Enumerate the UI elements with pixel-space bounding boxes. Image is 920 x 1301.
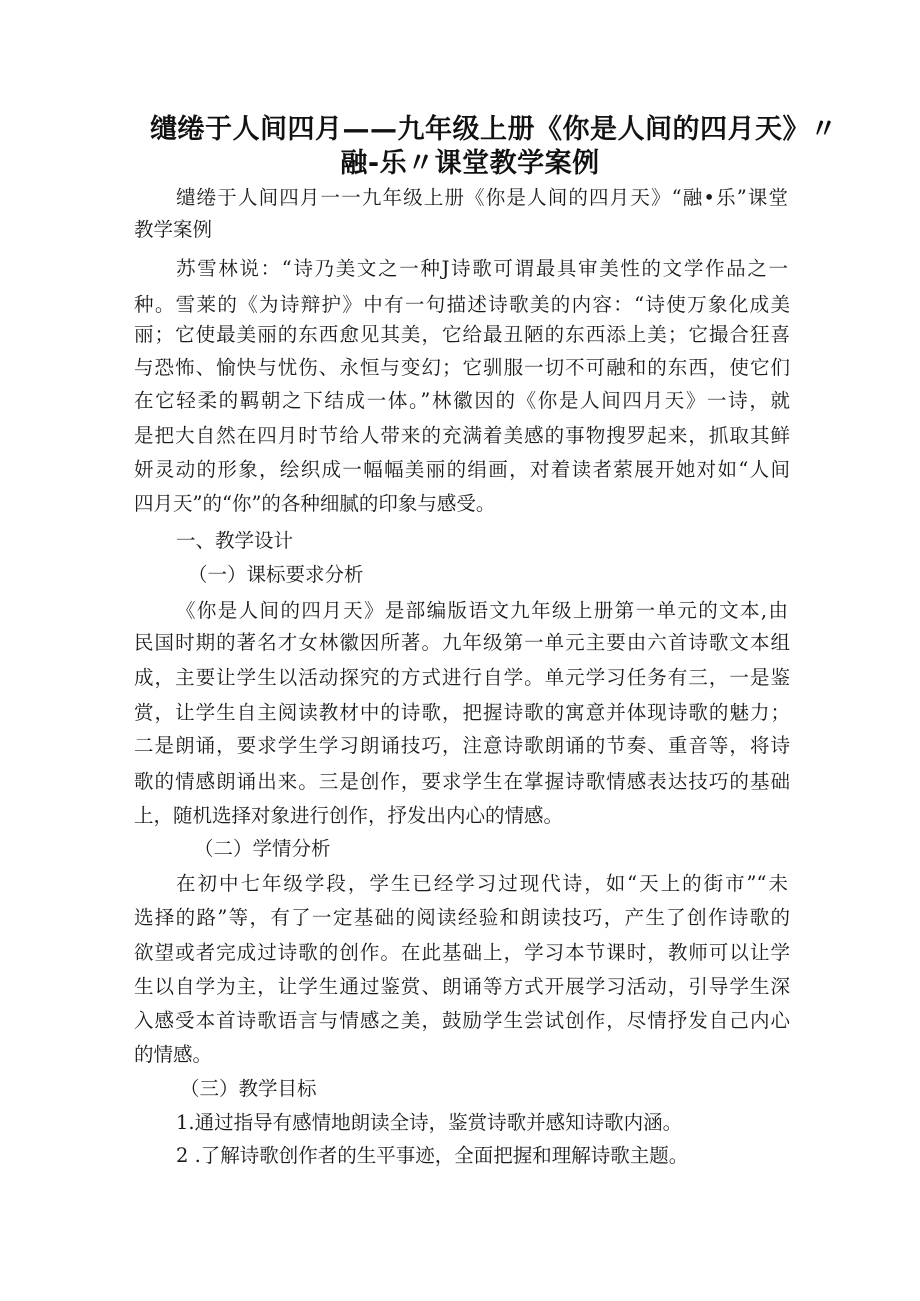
- text-line: 选择的路”等，有了一定基础的阅读经验和朗读技巧，产生了创作诗歌的: [134, 906, 790, 929]
- text-line: 是把大自然在四月时节给人带来的充满着美感的事物搜罗起来，抓取其鲜: [134, 424, 790, 447]
- text-line: 成，主要让学生以活动探究的方式进行自学。单元学习任务有三，一是鉴: [134, 666, 790, 689]
- subsection-heading: （三）教学目标: [180, 1077, 317, 1100]
- text-line: 种。雪莱的《为诗辩护》中有一句描述诗歌美的内容：“诗使万象化成美: [134, 293, 790, 316]
- text-line: 与恐怖、愉快与忧伤、永恒与变幻；它驯服一切不可融和的东西，使它们: [134, 356, 790, 379]
- document-title-line-2: 融-乐〃课堂教学案例: [340, 148, 600, 179]
- text-line: 二是朗诵，要求学生学习朗诵技巧，注意诗歌朗诵的节奏、重音等，将诗: [134, 734, 790, 757]
- list-item: 1.通过指导有感情地朗读全诗，鉴赏诗歌并感知诗歌内涵。: [176, 1111, 683, 1134]
- document-title-line-1: 缱绻于人间四月——九年级上册《你是人间的四月天》〃: [150, 114, 838, 145]
- text-line: 生以自学为主，让学生通过鉴赏、朗诵等方式开展学习活动，引导学生深: [134, 975, 790, 998]
- subsection-heading: （二）学情分析: [194, 837, 331, 860]
- text-line: 在它轻柔的羁朝之下结成一体。”林徽因的《你是人间四月天》一诗，就: [134, 389, 790, 412]
- text-line: 教学案例: [134, 218, 213, 241]
- subsection-heading: （一）课标要求分析: [188, 563, 364, 586]
- text-line: 妍灵动的形象，绘织成一幅幅美丽的绢画，对着读者萦展开她对如“人间: [134, 458, 790, 481]
- text-line: 缱绻于人间四月一一九年级上册《你是人间的四月天》“融•乐”课堂: [176, 186, 788, 209]
- text-line: 赏，让学生自主阅读教材中的诗歌，把握诗歌的寓意并体现诗歌的魅力；: [134, 701, 790, 724]
- text-line: 的情感。: [134, 1043, 213, 1066]
- text-line: 上，随机选择对象进行创作，抒发出内心的情感。: [134, 804, 564, 827]
- text-line: 《你是人间的四月天》是部编版语文九年级上册第一单元的文本,由: [176, 599, 788, 622]
- text-line: 欲望或者完成过诗歌的创作。在此基础上，学习本节课时，教师可以让学: [134, 941, 790, 964]
- text-line: 苏雪林说：“诗乃美文之一种J诗歌可谓最具审美性的文学作品之一: [176, 257, 788, 280]
- list-item: 2 .了解诗歌创作者的生平事迹，全面把握和理解诗歌主题。: [176, 1144, 689, 1167]
- text-line: 入感受本首诗歌语言与情感之美，鼓励学生尝试创作，尽情抒发自己内心: [134, 1009, 790, 1032]
- section-heading: 一、教学设计: [176, 529, 294, 552]
- text-line: 在初中七年级学段，学生已经学习过现代诗，如“天上的街市”“未: [176, 872, 788, 895]
- text-line: 民国时期的著名才女林徽因所著。九年级第一单元主要由六首诗歌文本组: [134, 631, 790, 654]
- text-line: 四月天”的“你”的各种细腻的印象与感受。: [134, 492, 496, 515]
- text-line: 丽；它使最美丽的东西愈见其美，它给最丑陋的东西添上美；它撮合狂喜: [134, 323, 790, 346]
- text-line: 歌的情感朗诵出来。三是创作，要求学生在掌握诗歌情感表达技巧的基础: [134, 770, 790, 793]
